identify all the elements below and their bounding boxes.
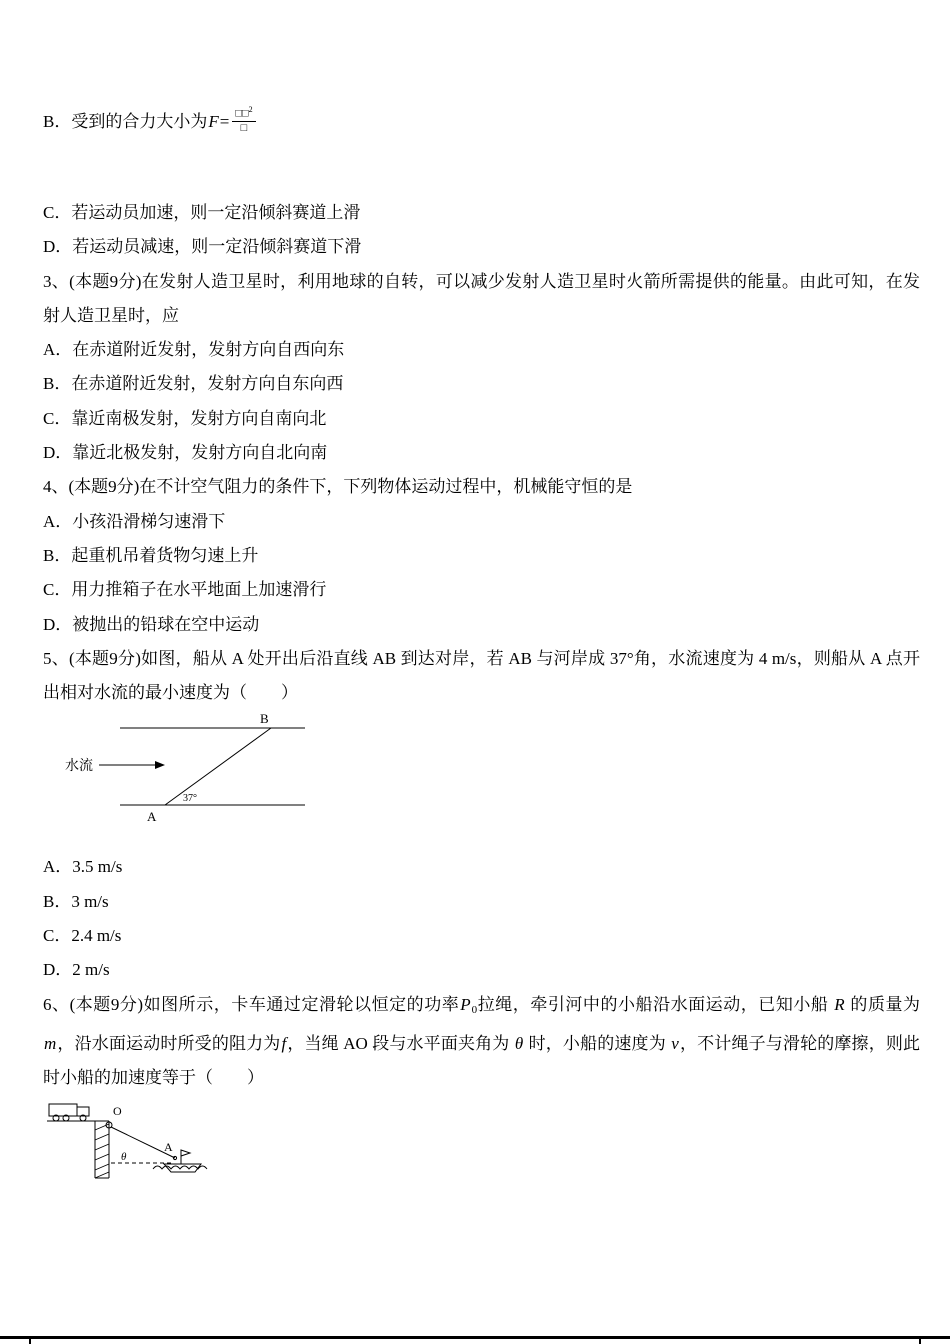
path-ab-line (165, 728, 271, 805)
option-b-label: B． (43, 112, 72, 131)
question-3-option-b: B．在赤道附近发射，发射方向自东向西 (43, 374, 344, 394)
question-5-option-d: D．2 m/s (43, 960, 110, 980)
formula-equals: = (219, 112, 230, 131)
formula-variable-f: F (208, 112, 219, 131)
angle-theta-label: θ (121, 1150, 127, 1163)
variable-f: f (281, 1033, 287, 1053)
question-2-option-d: D．若运动员减速，则一定沿倾斜赛道下滑 (43, 237, 362, 257)
question-4-option-a: A．小孩沿滑梯匀速滑下 (43, 511, 226, 531)
question-5-option-b: B．3 m/s (43, 891, 109, 911)
question-6-stem: 6、(本题9分)如图所示，卡车通过定滑轮以恒定的功率$P_0$拉绳，牵引河中的小船沿水面运动，已知小船 R 的质量为 m，沿水面运动时所受的阻力为f，当绳 AO 段与水平面夹角为 θ 时，小船的速度为 v，不计绳子与滑轮的摩擦，则此时小船的加速度等于（ ） (43, 994, 921, 1088)
question-5-option-a: A．3.5 m/s (43, 857, 123, 877)
question-3-stem: 3、(本题9分)在发射人造卫星时，利用地球的自转，可以减少发射人造卫星时火箭所需提供的能量。由此可知，在发射人造卫星时，应 (43, 271, 920, 325)
pulley-label-o: O (113, 1103, 122, 1118)
river-angle-label: 37° (183, 793, 197, 805)
flow-arrow-head (155, 761, 165, 769)
question-3-option-a: A．在赤道附近发射，发射方向自西向东 (43, 340, 345, 360)
boat-flag (181, 1150, 190, 1156)
question-5-stem: 5、(本题9分)如图，船从 A 处开出后沿直线 AB 到达对岸，若 AB 与河岸成 37°角，水流速度为 4 m/s，则船从 A 点开出相对水流的最小速度为（ ） (43, 648, 920, 703)
question-4-option-b: B．起重机吊着货物匀速上升 (43, 545, 259, 565)
question-4-option-c: C．用力推箱子在水平地面上加速滑行 (43, 580, 327, 600)
boat-hull (164, 1164, 201, 1172)
variable-m: m (44, 1033, 57, 1053)
variable-p: P (460, 994, 471, 1014)
page-bottom-border (0, 1336, 950, 1339)
option-b-text: 受到的合力大小为 (71, 112, 208, 131)
river-label-b: B (260, 712, 269, 727)
wall-hatching (95, 1124, 109, 1178)
variable-v: v (671, 1033, 679, 1053)
question-4-stem: 4、(本题9分)在不计空气阻力的条件下，下列物体运动过程中，机械能守恒的是 (43, 477, 633, 497)
fraction-denominator: □ (240, 121, 248, 134)
question-2-option-c: C．若运动员加速，则一定沿倾斜赛道上滑 (43, 203, 361, 222)
variable-theta: θ (514, 1033, 524, 1053)
figure-river-crossing (55, 712, 355, 834)
question-3-option-c: C．靠近南极发射，发射方向自南向北 (43, 408, 327, 428)
truck-trailer (49, 1104, 77, 1116)
question-5-option-c: C．2.4 m/s (43, 926, 122, 946)
question-4-option-d: D．被抛出的铅球在空中运动 (43, 614, 260, 634)
formula-fraction (232, 106, 255, 135)
river-label-flow: 水流 (65, 759, 93, 775)
figure-truck-pulley-boat (45, 1098, 235, 1198)
boat-label-a: A (164, 1139, 173, 1154)
river-label-a: A (147, 809, 157, 825)
table-border-tick-left (29, 1339, 31, 1344)
variable-p-subscript: 0 (471, 1003, 478, 1016)
table-border-tick-right (919, 1339, 921, 1344)
question-3-option-d: D．靠近北极发射，发射方向自北向南 (43, 443, 328, 463)
question-2-option-b (43, 104, 920, 140)
variable-r: R (834, 994, 845, 1014)
fraction-numerator: □□$^2$ (232, 106, 255, 122)
